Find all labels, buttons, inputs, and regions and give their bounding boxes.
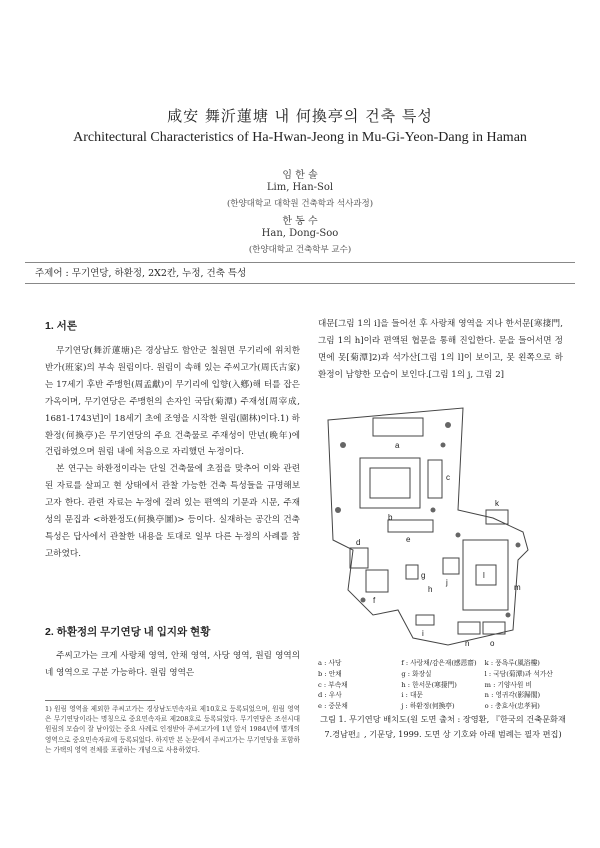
label-c: c	[446, 473, 450, 482]
legend-item: c : 부속채	[318, 680, 348, 689]
legend-item: b : 안채	[318, 669, 342, 678]
building-c	[428, 460, 442, 498]
label-b: b	[388, 513, 393, 522]
author-1-name-ko: 임 한 솔	[282, 170, 318, 181]
section-2-heading: 2. 하환정의 무기연당 내 입지와 현황	[45, 626, 211, 638]
label-g: g	[421, 571, 426, 580]
building-f	[366, 570, 388, 592]
keywords: 주제어 : 무기연당, 하환정, 2X2칸, 누정, 건축 특성	[25, 262, 575, 284]
paragraph: 대문[그림 1의 i]을 들어선 후 사랑채 영역을 지나 한서문[寒捿門, 그림 1의 h]이라 편액된 협문을 통해 진입한다. 문을 들어서면 정면에 못[菊潭]2)과 석가산[그림 1의 l]이 보이고, 못 왼쪽으로 하환정이 남향한 모습이 보인다.[그림 1의 j, 그림 2]	[318, 319, 563, 380]
paragraph: 주씨고가는 크게 사랑채 영역, 안채 영역, 사당 영역, 원림 영역의 네 영역으로 구분 가능하다. 원림 영역은	[45, 651, 300, 678]
title-english: Architectural Characteristics of Ha-Hwan-Jeong in Mu-Gi-Yeon-Dang in Haman	[73, 130, 527, 145]
right-column-body	[318, 316, 563, 384]
label-d: d	[356, 538, 361, 547]
legend-row	[318, 669, 568, 680]
label-l: l	[483, 571, 485, 580]
label-i: i	[422, 629, 424, 638]
section-2-body	[45, 648, 300, 682]
label-a: a	[395, 441, 400, 450]
legend-row	[318, 701, 568, 712]
title-korean: 咸安 舞沂蓮塘 내 何換亭의 건축 특성	[167, 107, 433, 125]
building-b	[360, 458, 420, 508]
legend-item: e : 중문채	[318, 702, 348, 711]
author-2-affiliation: (한양대학교 건축학부 교수)	[248, 245, 352, 255]
gate-i	[416, 615, 434, 625]
site-boundary	[328, 408, 528, 645]
author-2-name-ko: 한 동 수	[282, 216, 318, 227]
label-n: n	[465, 639, 470, 648]
author-1-affiliation: (한양대학교 대학원 건축학과 석사과정)	[226, 199, 374, 209]
section-1-body	[45, 343, 300, 563]
legend-row	[318, 690, 568, 701]
figure-caption: 그림 1. 무기연당 배치도(원 도면 출처 : 장영환, 『한국의 건축문화재 7.경남편』, 기문당, 1999. 도면 상 기호와 아래 범례는 필자 편집)	[320, 714, 566, 739]
label-j: j	[446, 578, 448, 587]
legend-row	[318, 680, 568, 691]
label-k: k	[495, 499, 499, 508]
pavilion-j	[443, 558, 459, 574]
legend-item: g : 화장실	[401, 669, 432, 678]
legend-item: i : 대문	[401, 691, 423, 700]
legend-item: n : 영귀각(影歸閣)	[484, 691, 541, 700]
site-plan-figure	[318, 400, 568, 652]
building-e	[388, 520, 433, 532]
footnote: 1) 원림 영역을 제외한 주씨고가는 경상남도민속자료 제10호로 등록되었으며, 원림 영역은 무기연당이라는 명칭으로 중요민속자료 제208호로 등록되었다. 무기연당은 조선시대 원림의 모습이 잘 남아있는 중요 사례로 인정받아 주씨고가에 1년 앞서 1984년에 별개의 영역으로 중요민속자료에 등록되었다. 하지만 본 논문에서 주씨고가는 무기연당을 포함하는 가택의 영역 전체를 포괄하는 개념으로 사용하였다.	[45, 705, 300, 754]
legend-item: f : 사랑채/감은재(感恩齋)	[401, 659, 477, 667]
legend-item: k : 풍욕루(風浴樓)	[484, 659, 540, 667]
legend-row	[318, 658, 568, 669]
label-e: e	[406, 535, 411, 544]
building-n	[458, 622, 480, 634]
legend-item: h : 한서문(寒捿門)	[401, 680, 457, 689]
footnote-divider	[45, 700, 155, 701]
paragraph: 본 연구는 하환정이라는 단일 건축물에 초점을 맞추어 이와 관련된 자료를 살피고 현 상태에서 관찰 가능한 건축 특성들을 규명해보고자 한다. 관련 자료는 누정에 걸려 있는 편액의 기문과 시문, 주재성의 문집과 <하환정도(何換亭圖)> 등이다. 실재하는 공간의 건축 특성은 답사에서 관찰한 내용을 토대로 일부 다른 누정의 사례를 참고하였다.	[45, 464, 300, 559]
legend-item: j : 하환정(何換亭)	[401, 702, 455, 711]
legend-item: d : 우사	[318, 691, 342, 700]
author-2-name-en: Han, Dong-Soo	[261, 228, 339, 239]
author-1-name-en: Lim, Han-Sol	[266, 182, 334, 193]
paragraph: 무기연당(舞沂蓮塘)은 경상남도 함안군 칠원면 무기리에 위치한 반가(班家)의 부속 원림이다. 원림이 속해 있는 주씨고가(周氏古家)는 17세기 후반 주맹헌(周孟獻)이 무기리에 입향(入鄕)해 터를 잡은 가옥이며, 무기연당은 주맹헌의 손자인 국담(菊潭) 주재성[周宰成, 1681-1743년]이 18세기 초에 조영을 시작한 원림(園林)이다.1) 하환정(何換亭)은 무기연당의 주요 건축물로 주재성이 만년(晩年)에 건립하였으며 원림 내에 처음으로 자리했던 누정이다.	[45, 346, 300, 458]
building-g	[406, 565, 418, 579]
pond-l	[463, 540, 508, 610]
legend-item: o : 충효사(忠孝祠)	[484, 702, 540, 711]
label-m: m	[514, 583, 521, 592]
legend-item: a : 사당	[318, 659, 342, 667]
legend-item: m : 기양사원 비	[484, 680, 532, 689]
building-a	[373, 418, 423, 436]
section-1-heading: 1. 서론	[45, 320, 77, 332]
legend-item: l : 국담(菊潭)과 석가산	[484, 669, 553, 678]
figure-legend	[318, 658, 568, 712]
label-o: o	[490, 639, 495, 648]
label-f: f	[373, 596, 376, 605]
label-h: h	[428, 585, 433, 594]
